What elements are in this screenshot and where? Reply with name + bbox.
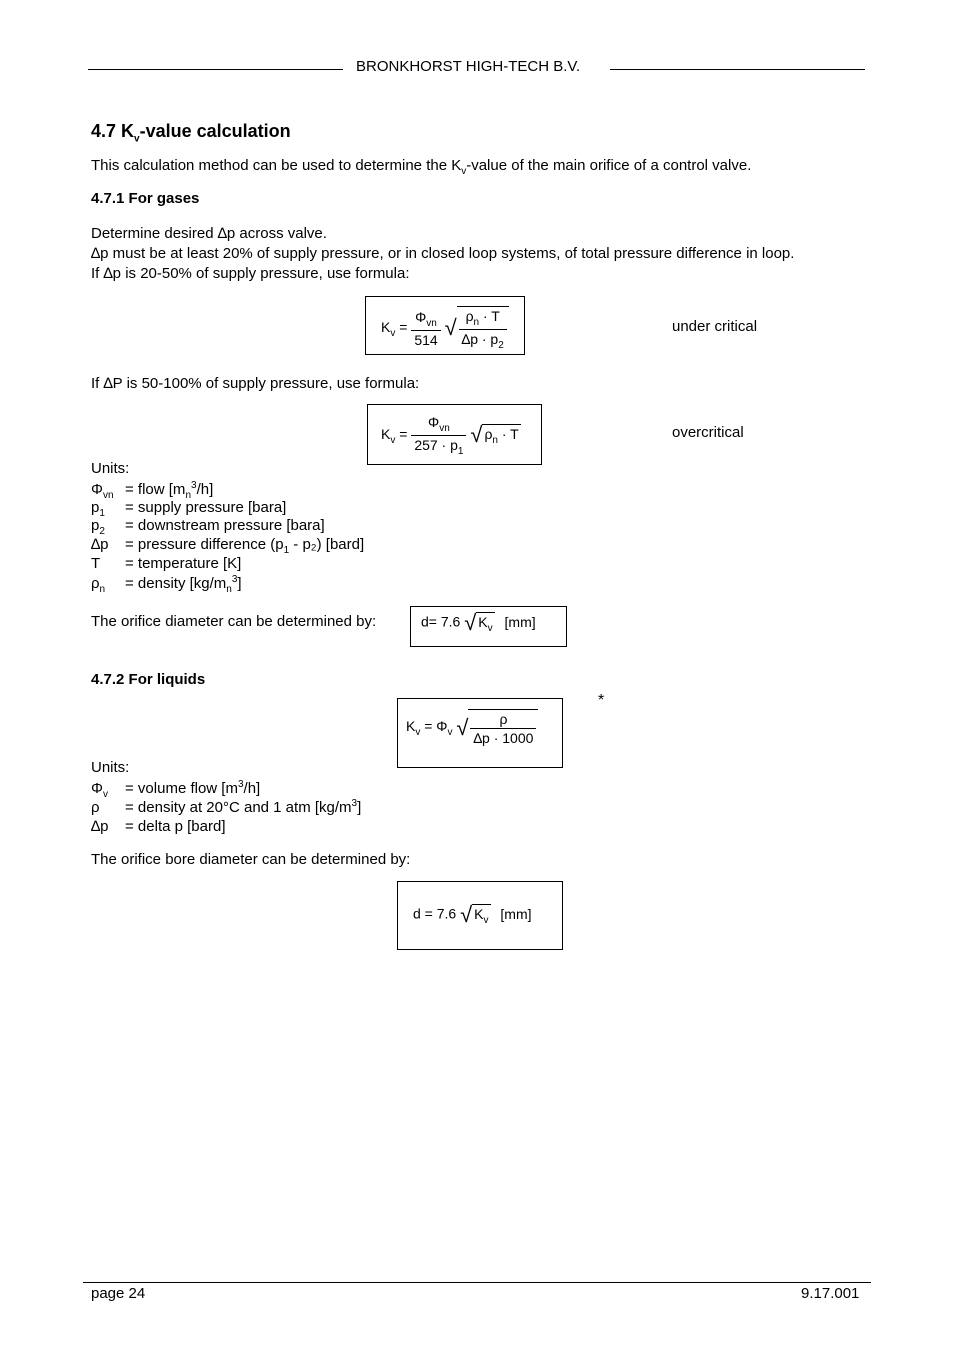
square-root: √ $\frac{\rho}{\Delta p \cdot 1000}$: [456, 709, 538, 746]
unit-row: $\rho_n$ = density $[kg/m_n^3]$: [91, 574, 242, 595]
orifice-formula: d= 7.6 √ $K_v$ [mm]: [421, 610, 536, 635]
unit-row: ∆p = delta p [bard]: [91, 818, 226, 835]
unit-row: $p_2$ = downstream pressure [bara]: [91, 517, 325, 537]
unit-row: ρ = density at 20°C and 1 atm $[kg/m^3]$: [91, 798, 362, 816]
unit-row: $\Phi_{vn}$ = flow $[m_n^3/h]$: [91, 480, 214, 501]
header-rule-left: [88, 69, 343, 70]
bore-text: The orifice bore diameter can be determined by:: [91, 851, 411, 868]
header-company: BRONKHORST HIGH-TECH B.V.: [356, 58, 581, 75]
liquids-units-title: Units:: [91, 759, 130, 776]
fraction: $\frac{\Phi_{vn}}{514}$: [411, 309, 440, 348]
header-rule-right: [610, 69, 865, 70]
liquids-heading: 4.7.2 For liquids: [91, 671, 206, 688]
gases-line3: If ∆p is 20-50% of supply pressure, use formula:: [91, 265, 410, 282]
gases-line1: Determine desired ∆p across valve.: [91, 225, 327, 242]
bore-formula: d = 7.6 √ $K_v$ [mm]: [413, 902, 532, 927]
unit-row: $\Phi_v$ = volume flow $[m^3/h]$: [91, 779, 261, 800]
section-title: 4.7 $K_v$-value calculation: [91, 121, 291, 145]
square-root: √ $K_v$: [464, 610, 493, 635]
square-root: √ $\frac{\rho_n \cdot T}{\Delta p \cdot p_2}$: [445, 306, 509, 351]
unit-row: $p_1$ = supply pressure [bara]: [91, 499, 287, 519]
label-overcritical: overcritical: [672, 424, 744, 441]
orifice-text: The orifice diameter can be determined by:: [91, 613, 377, 630]
asterisk: *: [598, 692, 605, 709]
gases-line2: ∆p must be at least 20% of supply pressure, or in closed loop systems, of total pressure difference in loop.: [91, 245, 795, 262]
unit-row: T = temperature [K]: [91, 555, 242, 572]
square-root: √ $\rho_n \cdot T$: [470, 422, 519, 448]
unit-row: ∆p = pressure difference $(p_1 - p_2)$ [bard]: [91, 536, 365, 556]
footer-doc-number: 9.17.001: [801, 1285, 860, 1302]
label-undercritical: under critical: [672, 318, 758, 335]
gases-units-title: Units:: [91, 460, 130, 477]
footer-rule: [83, 1282, 871, 1283]
footer-page: page 24: [91, 1285, 146, 1302]
gases-heading: 4.7.1 For gases: [91, 190, 200, 207]
section-intro: This calculation method can be used to determine the $K_v$-value of the main orifice of a control valve.: [91, 157, 752, 177]
square-root: √ $K_v$: [460, 902, 489, 927]
formula-undercritical: $K_v$ = $\frac{\Phi_{vn}}{514}$ √ $\frac{\rho_n \cdot T}{\Delta p \cdot p_2}$: [381, 306, 509, 351]
formula-overcritical: $K_v$ = $\frac{\Phi_{vn}}{257 \cdot p_1}$ √ $\rho_n \cdot T$: [381, 414, 519, 457]
gases-line4: If ∆P is 50-100% of supply pressure, use formula:: [91, 375, 420, 392]
liquid-formula: $K_v = \Phi_v$ √ $\frac{\rho}{\Delta p \cdot 1000}$: [406, 709, 538, 746]
